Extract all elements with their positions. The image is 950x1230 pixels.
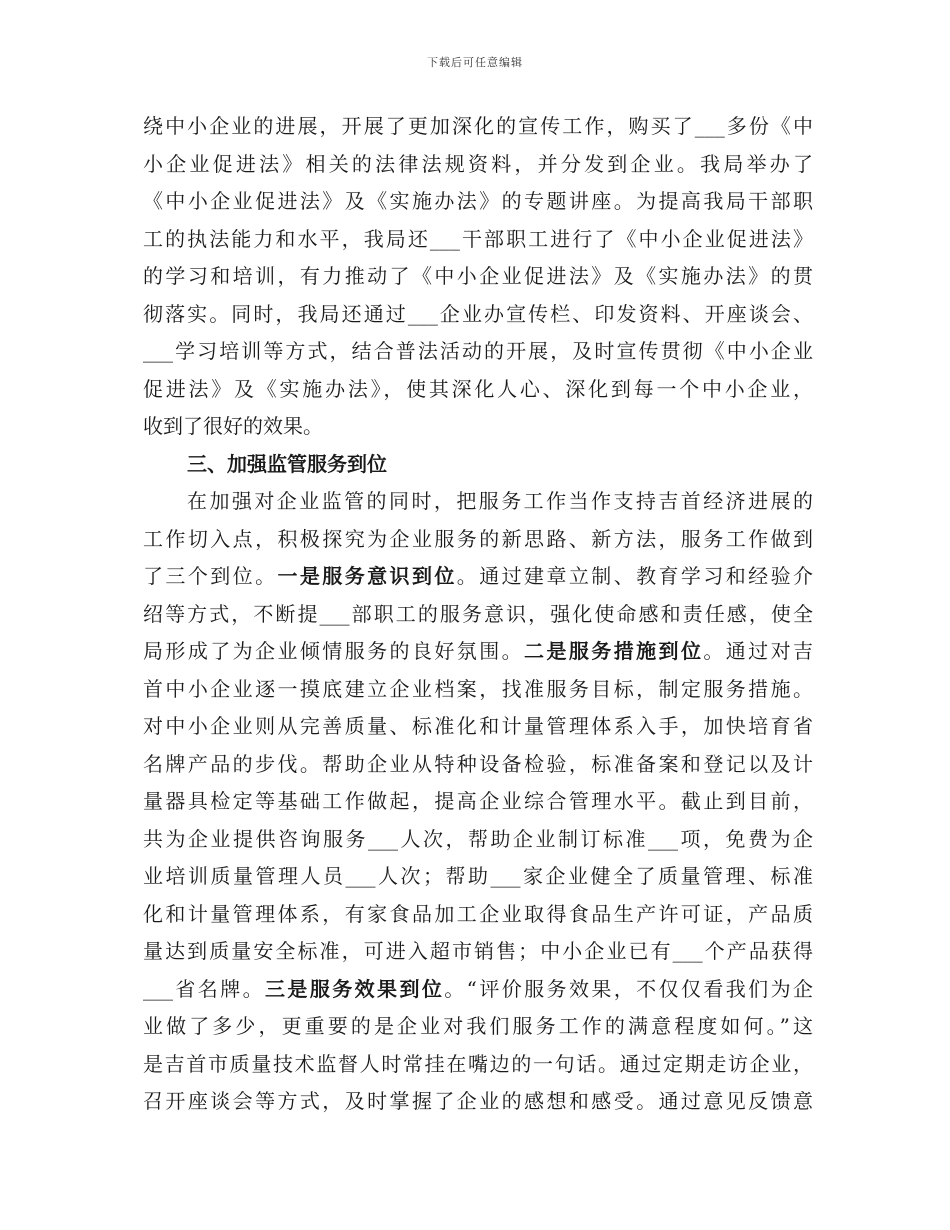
- text-line: 对中小企业则从完善质量、标准化和计量管理体系入手，加快培育省: [143, 714, 813, 738]
- text-line: 彻落实。同时，我局还通过___企业办宣传栏、印发资料、开座谈会、: [143, 301, 813, 326]
- bold-phrase: 二是服务措施到位: [524, 639, 704, 663]
- text-line: [143, 971, 813, 1009]
- page-header: 下载后可任意编辑: [427, 56, 523, 69]
- text-line: 业培训质量管理人员___人次；帮助___家企业健全了质量管理、标准: [143, 864, 813, 888]
- text-line: 小企业促进法》相关的法律法规资料，并分发到企业。我局举办了: [143, 151, 813, 176]
- text-run: 局形成了为企业倾情服务的良好氛围。: [143, 639, 525, 663]
- text-line: 《中小企业促进法》及《实施办法》的专题讲座。为提高我局干部职: [143, 189, 813, 213]
- text-line: 的学习和培训，有力推动了《中小企业促进法》及《实施办法》的贯: [143, 264, 813, 288]
- text-line: ___学习培训等方式，结合普法活动的开展，及时宣传贯彻《中小企业: [143, 339, 813, 363]
- text-line: 绍等方式，不断提___部职工的服务意识，强化使命感和责任感，使全: [143, 601, 813, 626]
- document-body: [143, 108, 813, 1121]
- text-line: 收到了很好的效果。: [143, 414, 323, 438]
- text-line: 名牌产品的步伐。帮助企业从特种设备检验，标准备案和登记以及计: [143, 751, 813, 776]
- text-run: ___省名牌。: [143, 976, 266, 1001]
- text-run: 。通过对吉: [703, 639, 814, 663]
- text-line: 量达到质量安全标准，可进入超市销售；中小企业已有___个产品获得: [143, 939, 813, 963]
- text-line: 绕中小企业的进展，开展了更加深化的宣传工作，购买了___多份《中: [143, 114, 813, 138]
- text-line: 共为企业提供咨询服务___人次，帮助企业制订标准___项，免费为企: [143, 826, 813, 851]
- text-line: 首中小企业逐一摸底建立企业档案，找准服务目标，制定服务措施。: [143, 676, 813, 701]
- section-heading: 三、加强监管服务到位: [187, 451, 387, 476]
- text-line: [143, 633, 813, 671]
- text-line: 量器具检定等基础工作做起，提高企业综合管理水平。截止到目前，: [143, 789, 813, 813]
- text-line: 在加强对企业监管的同时，把服务工作当作支持吉首经济进展的: [187, 489, 813, 513]
- text-line: 化和计量管理体系，有家食品加工企业取得食品生产许可证，产品质: [143, 901, 813, 926]
- text-line: 是吉首市质量技术监督人时常挂在嘴边的一句话。通过定期走访企业，: [143, 1051, 813, 1076]
- text-line: [143, 558, 813, 596]
- text-run: 。通过建章立制、教育学习和经验介: [456, 564, 814, 588]
- text-line: 工作切入点，积极探究为企业服务的新思路、新方法，服务工作做到: [143, 526, 813, 551]
- bold-phrase: 三是服务效果到位: [265, 976, 445, 1001]
- bold-phrase: 一是服务意识到位: [277, 564, 457, 588]
- text-line: 业做了多少，更重要的是企业对我们服务工作的满意程度如何。”这: [143, 1014, 813, 1038]
- text-line: 工的执法能力和水平，我局还___干部职工进行了《中小企业促进法》: [143, 226, 813, 251]
- text-line: 召开座谈会等方式，及时掌握了企业的感想和感受。通过意见反馈意: [143, 1089, 813, 1113]
- text-run: 。“评价服务效果，不仅仅看我们为企: [444, 976, 813, 1001]
- text-line: 促进法》及《实施办法》，使其深化人心、深化到每一个中小企业，: [143, 376, 813, 401]
- text-run: 了三个到位。: [143, 564, 278, 588]
